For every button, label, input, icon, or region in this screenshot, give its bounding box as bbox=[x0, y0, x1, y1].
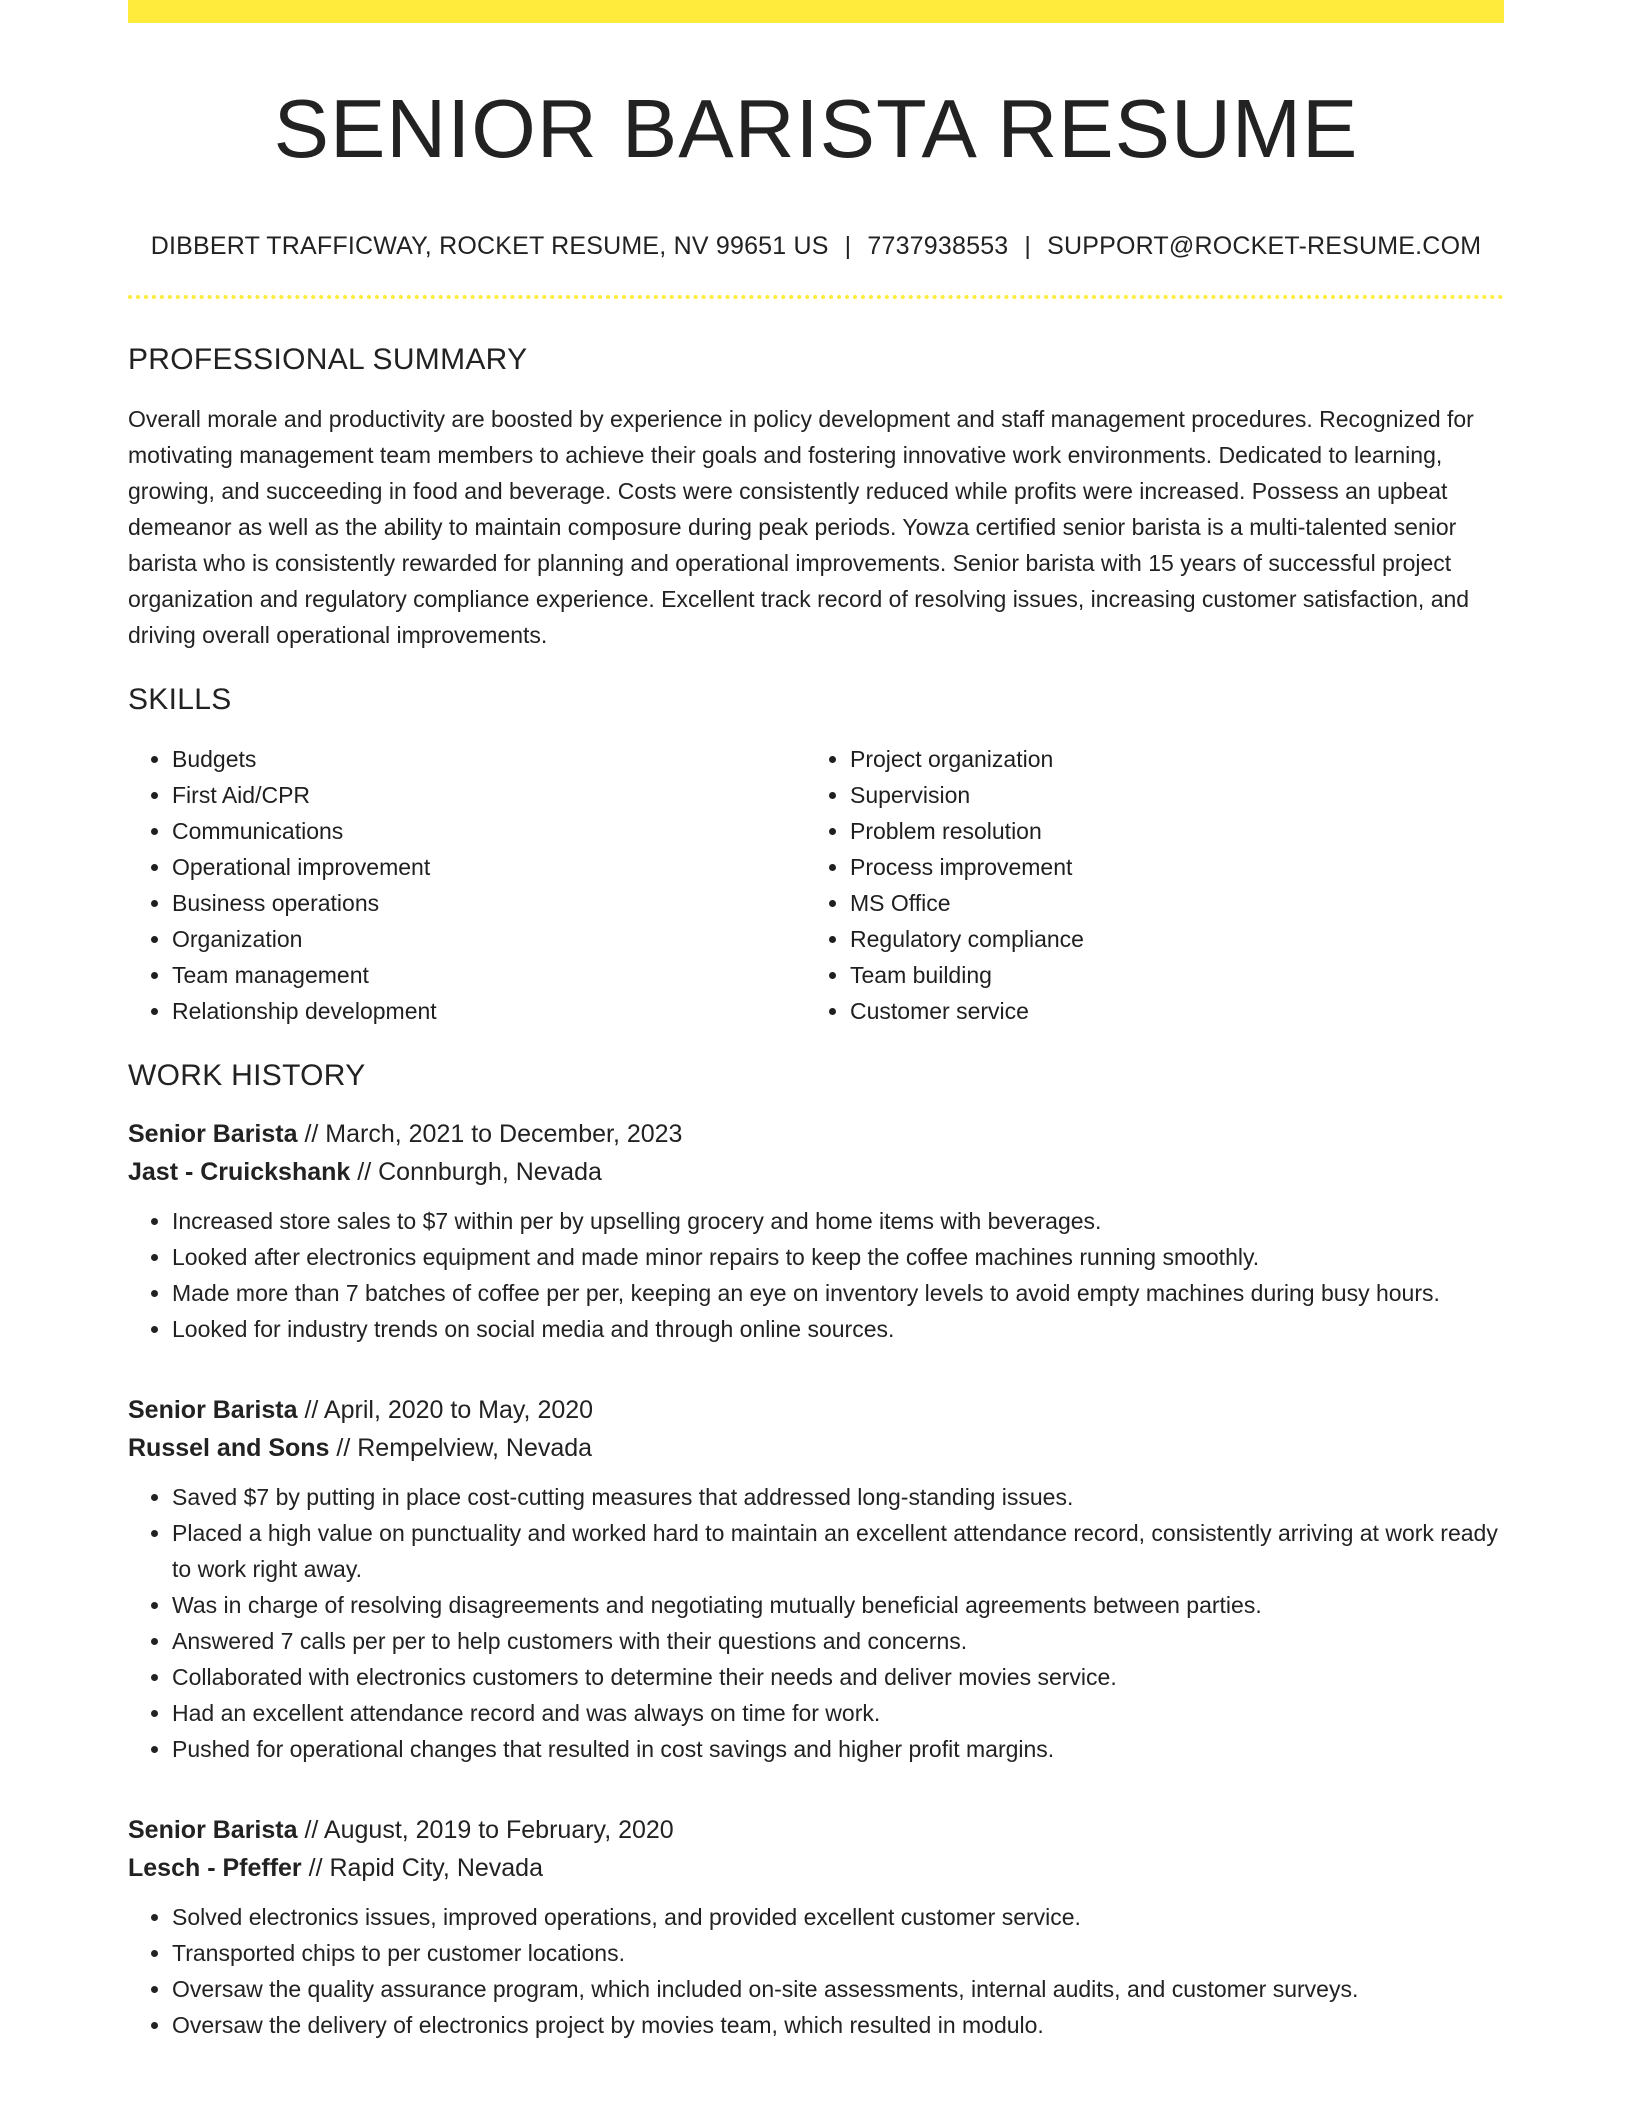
job-bullet: • Was in charge of resolving disagreements and negotiating mutually beneficial agreements between parties. bbox=[172, 1587, 1504, 1623]
dotted-divider bbox=[128, 295, 1504, 299]
job-bullet: • Oversaw the quality assurance program, which included on-site assessments, internal audits, and customer surveys. bbox=[172, 1971, 1504, 2007]
skills-column-left bbox=[128, 741, 806, 1029]
job-bullet: • Looked for industry trends on social media and through online sources. bbox=[172, 1311, 1504, 1347]
job-bullet: • Collaborated with electronics customers to determine their needs and deliver movies service. bbox=[172, 1659, 1504, 1695]
skill-item: • Communications bbox=[172, 813, 806, 849]
skill-item: • Budgets bbox=[172, 741, 806, 777]
summary-text: Overall morale and productivity are boosted by experience in policy development and staff management procedures. Recognized for motivating management team members to achieve their goals and fostering innovative work environments. Dedicated to learning, growing, and succeeding in food and beverage. Costs were consistently reduced while profits were increased. Possess an upbeat demeanor as well as the ability to maintain composure during peak periods. Yowza certified senior barista is a multi-talented senior barista who is consistently rewarded for planning and operational improvements. Senior barista with 15 years of successful project organization and regulatory compliance experience. Excellent track record of resolving issues, increasing customer satisfaction, and driving overall operational improvements. bbox=[128, 406, 1474, 649]
contact-separator: | bbox=[1024, 232, 1032, 261]
skill-item: • Organization bbox=[172, 921, 806, 957]
job-bullet: • Made more than 7 batches of coffee per per, keeping an eye on inventory levels to avoid empty machines during busy hours. bbox=[172, 1275, 1504, 1311]
job-title-line bbox=[128, 1391, 1504, 1429]
job-company-line bbox=[128, 1429, 1504, 1467]
job-bullet: • Placed a high value on punctuality and worked hard to maintain an excellent attendance record, consistently arriving at work ready to work right away. bbox=[172, 1515, 1504, 1587]
job-bullet: • Transported chips to per customer locations. bbox=[172, 1935, 1504, 1971]
job-company: Russel and Sons bbox=[128, 1434, 330, 1463]
job-bullet: • Saved $7 by putting in place cost-cutting measures that addressed long-standing issues. bbox=[172, 1479, 1504, 1515]
skill-item: • Problem resolution bbox=[850, 813, 1484, 849]
skill-item: • Operational improvement bbox=[172, 849, 806, 885]
job-entry bbox=[128, 1391, 1504, 1767]
skill-item: • Regulatory compliance bbox=[850, 921, 1484, 957]
skill-item: • Customer service bbox=[850, 993, 1484, 1029]
job-bullet: • Solved electronics issues, improved operations, and provided excellent customer service. bbox=[172, 1899, 1504, 1935]
skill-item: • Business operations bbox=[172, 885, 806, 921]
work-history-heading: WORK HISTORY bbox=[128, 1059, 366, 1093]
skills-list bbox=[128, 741, 1504, 1029]
job-bullet: • Looked after electronics equipment and made minor repairs to keep the coffee machines running smoothly. bbox=[172, 1239, 1504, 1275]
skill-item: • Process improvement bbox=[850, 849, 1484, 885]
job-bullets bbox=[128, 1203, 1504, 1347]
skill-item: • Relationship development bbox=[172, 993, 806, 1029]
job-title-line bbox=[128, 1115, 1504, 1153]
resume-title: SENIOR BARISTA RESUME bbox=[273, 82, 1359, 175]
contact-line bbox=[128, 232, 1504, 261]
job-bullet: • Oversaw the delivery of electronics project by movies team, which resulted in modulo. bbox=[172, 2007, 1504, 2043]
contact-separator: | bbox=[844, 232, 852, 261]
job-company-line bbox=[128, 1153, 1504, 1191]
job-bullets bbox=[128, 1479, 1504, 1767]
job-entry bbox=[128, 1115, 1504, 1347]
job-location: // Connburgh, Nevada bbox=[357, 1158, 602, 1187]
job-title-line bbox=[128, 1811, 1504, 1849]
job-bullets bbox=[128, 1899, 1504, 2043]
skill-item: • MS Office bbox=[850, 885, 1484, 921]
skill-item: • Team management bbox=[172, 957, 806, 993]
job-bullet: • Increased store sales to $7 within per by upselling grocery and home items with beverages. bbox=[172, 1203, 1504, 1239]
skill-item: • Team building bbox=[850, 957, 1484, 993]
contact-address: DIBBERT TRAFFICWAY, ROCKET RESUME, NV 99651 US bbox=[150, 232, 829, 261]
job-dates: // March, 2021 to December, 2023 bbox=[304, 1120, 683, 1149]
skills-heading: SKILLS bbox=[128, 683, 232, 717]
summary-heading: PROFESSIONAL SUMMARY bbox=[128, 343, 528, 377]
job-bullet: • Had an excellent attendance record and was always on time for work. bbox=[172, 1695, 1504, 1731]
job-title: Senior Barista bbox=[128, 1396, 298, 1425]
skill-item: • Supervision bbox=[850, 777, 1484, 813]
skill-item: • Project organization bbox=[850, 741, 1484, 777]
accent-top-bar bbox=[128, 0, 1504, 23]
job-title: Senior Barista bbox=[128, 1816, 298, 1845]
resume-page bbox=[128, 0, 1504, 2043]
job-entry bbox=[128, 1811, 1504, 2043]
job-title: Senior Barista bbox=[128, 1120, 298, 1149]
job-company-line bbox=[128, 1849, 1504, 1887]
skill-item: • First Aid/CPR bbox=[172, 777, 806, 813]
job-company: Jast - Cruickshank bbox=[128, 1158, 351, 1187]
job-bullet: • Pushed for operational changes that resulted in cost savings and higher profit margins. bbox=[172, 1731, 1504, 1767]
skills-column-right bbox=[806, 741, 1484, 1029]
job-dates: // April, 2020 to May, 2020 bbox=[304, 1396, 594, 1425]
contact-email: SUPPORT@ROCKET-RESUME.COM bbox=[1047, 232, 1482, 261]
contact-phone: 7737938553 bbox=[867, 232, 1009, 261]
job-bullet: • Answered 7 calls per per to help customers with their questions and concerns. bbox=[172, 1623, 1504, 1659]
job-dates: // August, 2019 to February, 2020 bbox=[304, 1816, 674, 1845]
job-location: // Rapid City, Nevada bbox=[308, 1854, 543, 1883]
job-company: Lesch - Pfeffer bbox=[128, 1854, 302, 1883]
job-location: // Rempelview, Nevada bbox=[336, 1434, 593, 1463]
